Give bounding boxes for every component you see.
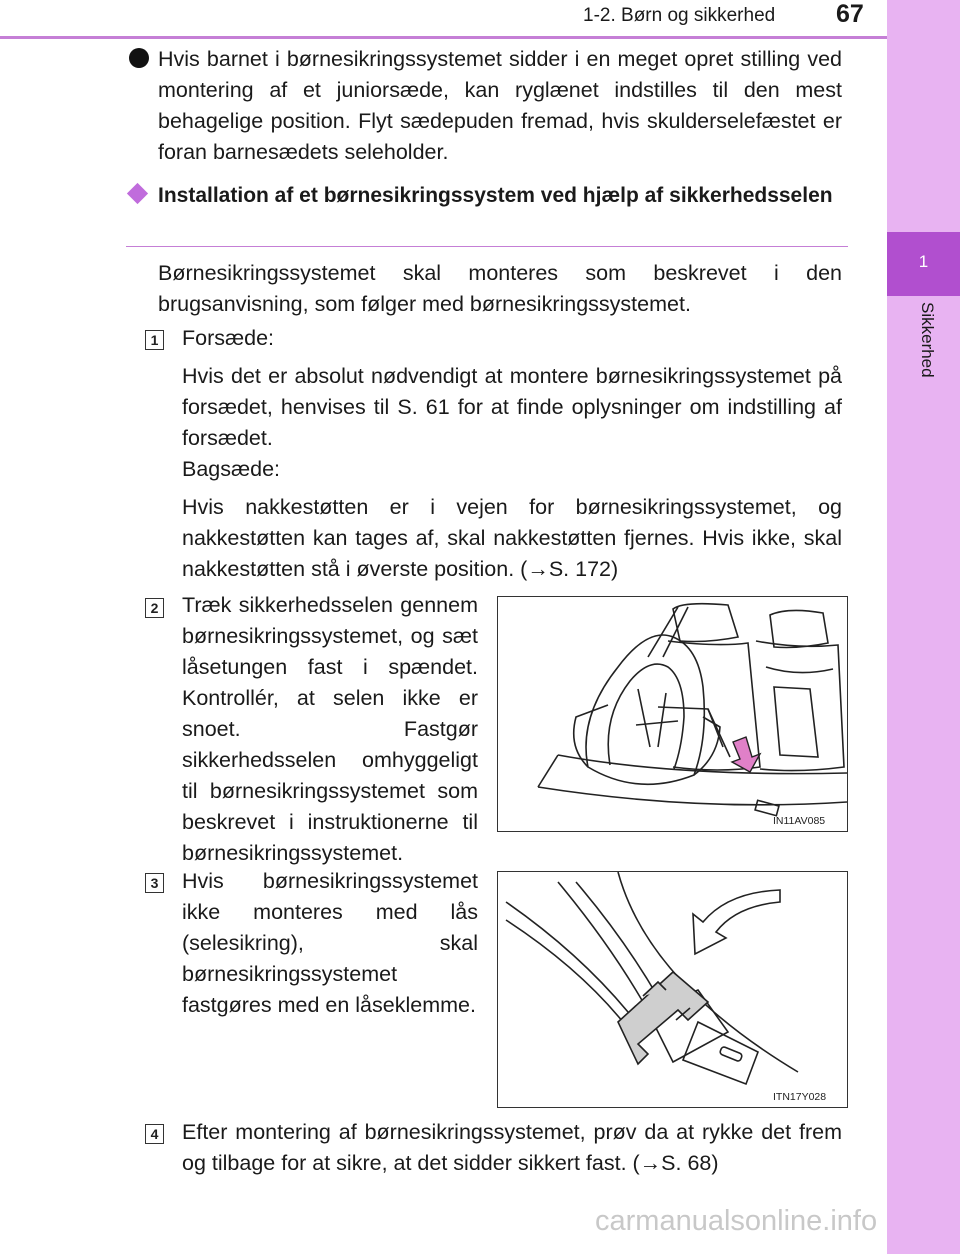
step-2-number: 2 <box>145 598 164 618</box>
running-header-section: 1-2. Børn og sikkerhed <box>583 5 776 26</box>
chapter-label: Sikkerhed <box>918 302 937 378</box>
curved-arrow-icon <box>693 890 780 954</box>
header-divider <box>0 36 887 39</box>
step-3-number: 3 <box>145 873 164 893</box>
locking-clip-illustration <box>497 871 848 1108</box>
bullet-icon <box>129 48 149 68</box>
diamond-icon <box>127 183 148 204</box>
section-intro-text: Børnesikringssystemet skal monteres som beskrevet i den brugsanvisning, som følger med børnesikringssystemet. <box>158 261 842 316</box>
step-3-text: Hvis børnesikringssystemet ikke monteres med lås (selesikring), skal børnesikringssystemet fastgøres med en låseklemme. <box>182 869 478 1017</box>
child-seat-drawing <box>498 597 847 831</box>
step-4-number: 4 <box>145 1124 164 1144</box>
figure-2-code: ITN17Y028 <box>773 1091 827 1103</box>
watermark: carmanualsonline.info <box>595 1205 878 1237</box>
intro-bullet-text: Hvis barnet i børnesikringssystemet sidder i en meget opret stilling ved montering af et juniorsæde, kan ryglænet indstilles til den mest behagelige position. Flyt sædepuden fremad, hvis skulderselefæstet er foran barnesædets seleholder. <box>158 47 842 164</box>
step-1-number: 1 <box>145 330 164 350</box>
step-2-text: Træk sikkerhedsselen gennem børnesikringssystemet, og sæt låsetungen fast i spændet. Kontrollér, at selen ikke er snoet. Fastgør sikkerhedsselen omhyggeligt til børnesikringssystemet som beskrevet i instruktionerne til børnesikringssystemet. <box>182 593 478 865</box>
chapter-side-tab <box>887 0 960 1254</box>
locking-clip-drawing <box>498 872 847 1107</box>
figure-1-code: IN11AV085 <box>773 815 826 827</box>
child-seat-illustration <box>497 596 848 832</box>
step-1-front-text: Hvis det er absolut nødvendigt at montere børnesikringssystemet på forsædet, henvises til S. 61 for at finde oplysninger om indstilling af forsædet. <box>182 364 842 450</box>
step-4-text: Efter montering af børnesikringssystemet, prøv da at rykke det frem og tilbage for at sikre, at det sidder sikkert fast. (→S. 68) <box>182 1120 842 1175</box>
step-1-rear-text: Hvis nakkestøtten er i vejen for børnesikringssystemet, og nakkestøtten kan tages af, skal nakkestøtten fjernes. Hvis ikke, skal nakkestøtten stå i øverste position. (→S. 172) <box>182 495 842 581</box>
step-1-front-label: Forsæde: <box>182 326 275 350</box>
step-1-rear-label: Bagsæde: <box>182 457 281 481</box>
push-arrow-icon <box>732 737 760 772</box>
page-number: 67 <box>836 0 864 28</box>
heading-divider <box>126 246 848 247</box>
section-heading: Installation af et børnesikringssystem ved hjælp af sikkerhedsselen <box>158 184 833 207</box>
chapter-number: 1 <box>918 252 929 271</box>
